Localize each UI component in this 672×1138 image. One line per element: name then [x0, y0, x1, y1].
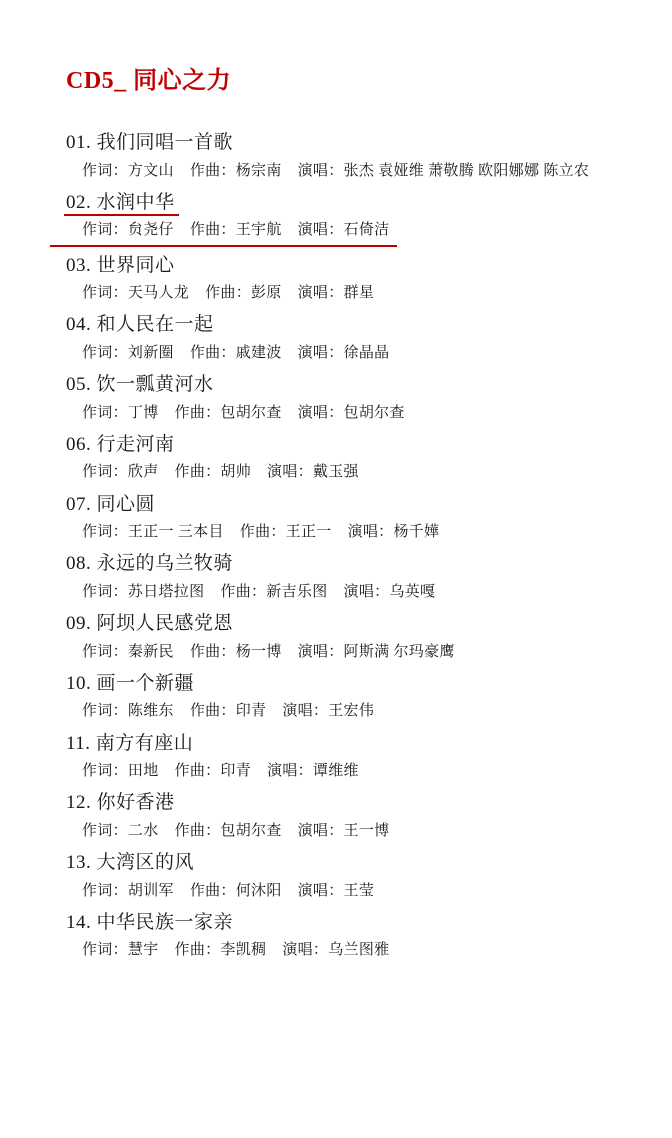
credit-segment: 作词：陈维东: [82, 703, 174, 720]
track-credits-line: [66, 400, 626, 425]
track-title-text: 画一个新疆: [96, 672, 195, 694]
track-credits-line: [66, 698, 626, 723]
track-credits-line: [66, 579, 626, 604]
track-item: [66, 189, 626, 246]
track-title-text: 世界同心: [96, 254, 175, 276]
credit-segment: 作曲：李凯稠: [174, 942, 267, 959]
track-title-line: [66, 610, 626, 639]
credit-segment: 演唱：谭维维: [267, 763, 359, 779]
credit-segment: 作曲：杨宗南: [189, 162, 282, 179]
track-item: [66, 789, 626, 843]
credit-segment: 演唱：阿斯满 尔玛豪鹰: [297, 643, 455, 660]
track-credits-line: [66, 758, 626, 783]
credit-segment: 演唱：徐晶晶: [297, 344, 390, 361]
track-item: [66, 371, 626, 425]
track-title-line: [66, 189, 626, 218]
credit-segment: 作词：方文山: [82, 162, 174, 179]
track-credits: [66, 342, 389, 365]
track-credits: [66, 581, 435, 604]
credit-segment: 演唱：杨千嬅: [347, 524, 440, 540]
credit-segment: 作曲：杨一博: [189, 643, 282, 660]
track-title: 10. 画一个新疆: [66, 672, 195, 694]
track-item: [66, 909, 626, 963]
track-item: [66, 491, 626, 545]
page-title: CD5_ 同心之力: [66, 68, 232, 94]
credit-segment: 作曲：印青: [174, 763, 252, 779]
credit-segment: 演唱：王一博: [297, 822, 390, 839]
track-item: [66, 550, 626, 604]
track-title-line: [66, 789, 626, 818]
track-title-line: [66, 670, 626, 699]
track-title: 11. 南方有座山: [66, 732, 194, 754]
track-title-line: [66, 371, 626, 400]
credit-segment: 作曲：印青: [189, 703, 267, 720]
credit-segment: 作词：欣声: [82, 464, 159, 481]
track-item: [66, 670, 626, 724]
track-title-text: 永远的乌兰牧骑: [96, 553, 234, 575]
track-title-text: 阿坝人民感党恩: [96, 613, 234, 634]
credit-segment: 作曲：包胡尔查: [174, 822, 282, 839]
credit-segment: 作词：胡训军: [82, 882, 174, 899]
track-credits-line: [66, 459, 626, 484]
credit-segment: 演唱：乌兰图雅: [282, 942, 390, 959]
credit-segment: 作曲：新吉乐图: [220, 583, 328, 600]
credit-segment: 演唱：戴玉强: [267, 464, 359, 481]
track-credits: [66, 219, 389, 245]
track-title-text: 饮一瓢黄河水: [96, 374, 214, 395]
track-credits: [66, 641, 455, 664]
track-title-text: 中华民族一家亲: [96, 911, 234, 933]
credit-segment: 演唱：张杰 袁娅维 萧敬腾 欧阳娜娜 陈立农: [297, 162, 590, 179]
track-item: [66, 610, 626, 664]
track-credits: [66, 760, 359, 783]
track-title-text: 和人民在一起: [96, 314, 214, 336]
credit-segment: 作曲：彭原: [205, 285, 282, 301]
track-title: 02. 水润中华: [66, 189, 175, 218]
track-title-line: [66, 491, 626, 520]
track-title-text: 大湾区的风: [96, 852, 195, 873]
track-credits: [66, 939, 389, 962]
track-title: 05. 饮一瓢黄河水: [66, 374, 214, 395]
track-credits: [66, 521, 439, 544]
track-credits-line: [66, 878, 626, 903]
credit-segment: 作曲：戚建波: [189, 344, 282, 361]
track-credits: [66, 402, 405, 425]
track-title-text: 同心圆: [96, 493, 156, 515]
track-item: [66, 431, 626, 485]
track-title: 12. 你好香港: [66, 792, 175, 814]
track-item: [66, 730, 626, 784]
track-title-line: [66, 849, 626, 878]
credit-segment: 作词：贠尧仔: [82, 222, 174, 239]
track-title: 06. 行走河南: [66, 433, 175, 455]
credit-segment: 作曲：何沐阳: [189, 882, 282, 899]
credit-segment: 作曲：王宇航: [189, 222, 282, 239]
track-title: 07. 同心圆: [66, 493, 156, 515]
track-credits-line: [66, 340, 626, 365]
track-credits-line: [66, 280, 626, 305]
track-credits: [66, 700, 374, 723]
track-credits-line: [66, 639, 626, 664]
credit-segment: 演唱：王宏伟: [282, 703, 375, 720]
credit-segment: 作词：丁博: [82, 404, 159, 421]
track-item: [66, 849, 626, 903]
credit-segment: 演唱：群星: [297, 285, 375, 301]
track-title-text: 南方有座山: [95, 732, 194, 754]
track-credits-line: [66, 937, 626, 962]
track-title-line: [66, 129, 626, 158]
credit-segment: 演唱：包胡尔查: [297, 404, 405, 421]
credit-segment: 作词：慧宇: [82, 942, 159, 959]
track-title: 08. 永远的乌兰牧骑: [66, 553, 234, 575]
track-title: 04. 和人民在一起: [66, 314, 214, 336]
track-item: [66, 129, 626, 183]
credit-segment: 作词：二水: [82, 822, 159, 839]
credit-segment: 作曲：王正一: [239, 524, 332, 540]
track-credits: [66, 160, 589, 183]
track-title-line: [66, 909, 626, 938]
credit-segment: 演唱：石倚洁: [297, 222, 390, 239]
credit-segment: 作词：苏日塔拉图: [82, 583, 205, 600]
track-title-text: 你好香港: [96, 792, 175, 814]
track-credits: [66, 820, 389, 843]
track-title: 01. 我们同唱一首歌: [66, 132, 234, 153]
track-credits: [66, 461, 359, 484]
track-title-text: 水润中华: [96, 191, 175, 213]
track-title-line: [66, 550, 626, 579]
credit-segment: 作词：刘新圈: [82, 344, 174, 361]
track-title-text: 我们同唱一首歌: [96, 132, 234, 153]
track-credits-line: [66, 158, 626, 183]
track-title: 14. 中华民族一家亲: [66, 911, 234, 933]
track-title: 09. 阿坝人民感党恩: [66, 613, 234, 634]
track-title-text: 行走河南: [96, 433, 175, 455]
credit-segment: 作词：田地: [82, 763, 159, 779]
track-title: 03. 世界同心: [66, 254, 175, 276]
track-credits-line: [66, 519, 626, 544]
credit-segment: 作曲：包胡尔查: [174, 404, 282, 421]
credit-segment: 作曲：胡帅: [174, 464, 252, 481]
credit-segment: 作词：天马人龙: [82, 285, 190, 301]
track-credits: [66, 282, 374, 305]
track-item: [66, 252, 626, 306]
credit-segment: 作词：王正一 三本目: [82, 524, 224, 540]
credit-segment: 作词：秦新民: [82, 643, 174, 660]
credit-segment: 演唱：王莹: [297, 882, 375, 899]
track-title-line: [66, 311, 626, 340]
credit-segment: 演唱：乌英嘎: [343, 583, 436, 600]
track-item: [66, 311, 626, 365]
track-title-line: [66, 431, 626, 460]
track-credits-line: [66, 818, 626, 843]
track-title-line: [66, 252, 626, 281]
track-credits: [66, 880, 374, 903]
track-list: [66, 129, 626, 963]
track-credits-line: [66, 217, 626, 245]
track-title: 13. 大湾区的风: [66, 852, 195, 873]
track-title-line: [66, 730, 626, 759]
